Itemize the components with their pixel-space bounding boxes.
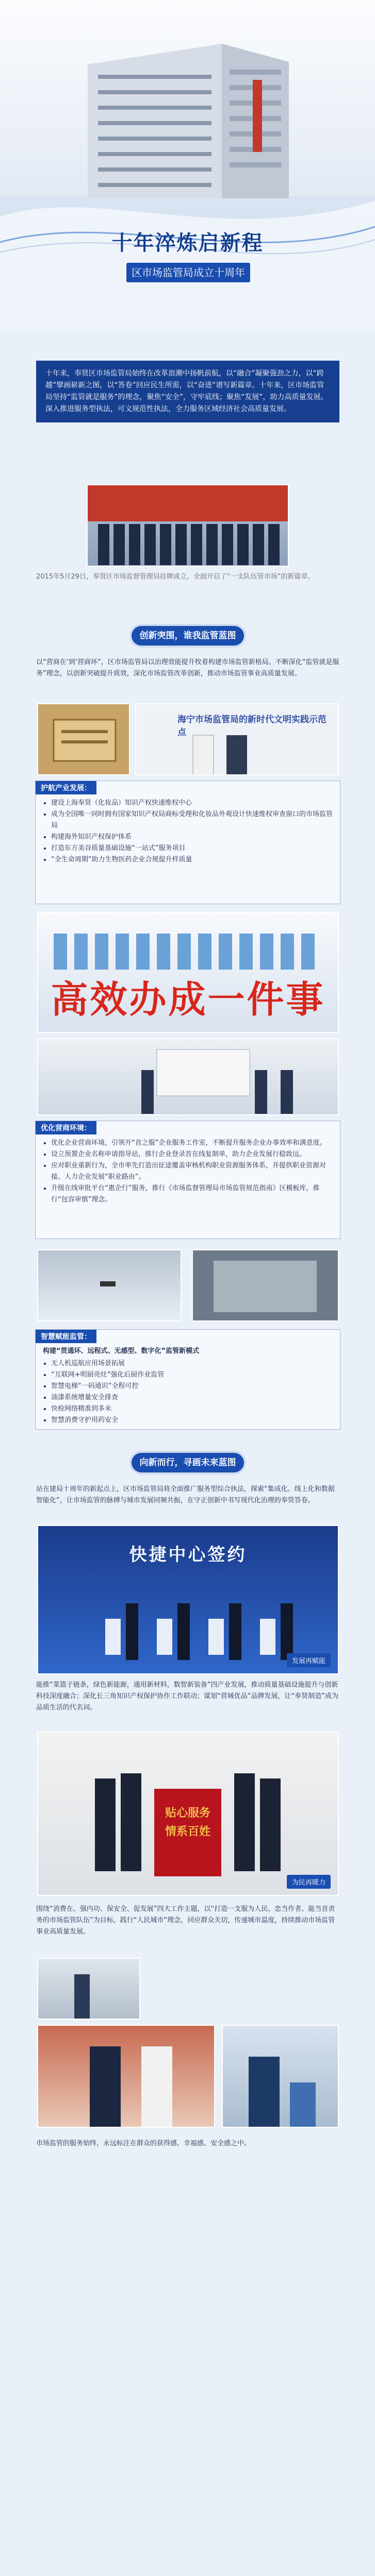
smart-regulation-heading: 构建“贯通环、远程式、无感型、数字化”监管新模式: [43, 1347, 200, 1355]
efficiency-banner-photo: [37, 912, 339, 1033]
list-item: • 智慧电梯“一码通识”全程可控: [51, 1381, 333, 1392]
section-pill-innovation: 创新突围，谁我监管蓝图: [132, 626, 244, 646]
founding-photo-caption: 2015年5月29日，奉贤区市场监督管理局挂牌成立，全面开启了“一支队伍管市场”的新篇章。: [36, 573, 315, 581]
office-visit-illustration: [38, 1959, 140, 2020]
award-ceremony-photo: [37, 1038, 339, 1115]
efficiency-slogan: 高效办成一件事: [51, 978, 325, 1021]
industry-support-list: [36, 798, 340, 866]
document-handover-photo: [37, 2025, 215, 2128]
list-item: • “全生命周期”助力生物医药企业合规提升样质量: [51, 854, 333, 866]
list-item: • 打造东方美谷质量基础设施“一站式”服务项目: [51, 843, 333, 854]
hero-title: 十年淬炼启新程: [111, 231, 264, 255]
officer-child-illustration: [223, 2026, 339, 2128]
founding-ceremony-photo: [87, 484, 289, 567]
staff-group-illustration: [38, 913, 339, 970]
plaque-illustration: [38, 704, 130, 775]
ceremony-people-illustration: [88, 485, 289, 567]
section2-paragraph: 站在建局十周年的新起点上，区市场监管局将全面推广服务型综合执法，探索“集成化、线上化和数据智能化”，让市场监管的脉搏与城市发展同频共振，在守正创新中书写现代化治理的奉贤答卷。: [36, 1485, 335, 1504]
signing-stage-photo: [37, 1525, 339, 1674]
list-item: • 应对职业重新行为，全市率先打造出征途覆盖审核机构职业资源服务体系，并提供职业资源对接、人力企业发展“职业路由”。: [51, 1160, 333, 1183]
panel-tag-smart: 智慧赋能监管：: [36, 1330, 96, 1343]
panel-industry-support: [35, 781, 340, 904]
development-paragraph: 能推“菜篮子链条，绿色新能源，通用新材料，数智新装备”四产业发展，推动质量基础设施提升与创新科技深度融合；深化长三角知识产权保护协作工作联动；谋划“营城优品”品牌发展，让“奉贤制造”成为品质生活的代名词。: [36, 1681, 338, 1711]
list-item: • 建设上海奉贤（化妆品）知识产权快速维权中心: [51, 798, 333, 809]
pennant-text-block: [162, 1804, 214, 1841]
section1-paragraph: 以“营商在‘到’营商环”，区市场监管局以治理效能提升牧着构建市场监管新格局。不断深化“监管就是服务”理念，以创新突破提升质效，深化市场监管改革创新，推动市场监管事业高质量发展。: [36, 658, 339, 677]
panel-business-environment: [35, 1121, 340, 1239]
chip-development: 发展再赋能: [287, 1653, 331, 1667]
list-item: • 升级在线审批平台“惠企行”服务，推行《市场监督管理局市场监管规范指南》区模板库，推行“包容审慎”理念。: [51, 1183, 333, 1206]
office-visit-photo: [37, 1958, 140, 2020]
list-item: • 智慧消费守护用药安全: [51, 1415, 333, 1426]
panel-tag-business: 优化营商环境：: [36, 1121, 96, 1134]
banner-presentation-photo: [37, 1731, 339, 1896]
people-paragraph: 围绕“消费在、强内功、保安全、促发展”四大工作主题，以“打造一支服为人民、忠当作者、能当首责务的市场监管队伍”为目标，践行“人民城市”理念，回应群众关切，传递城市温度，持续推动市场监管事业高质量发展。: [36, 1905, 335, 1936]
intro-box: 十年来，奉贤区市场监管局始终在改革浪潮中扬帆前航，以“融合”凝聚强劲之力，以“跨越”擘画崭新之图，以“答卷”回应民生所需，以“奋进”谱写新篇章。十年来，区市场监管局坚持“监管就是服务”的理念，聚焦“安全”，守牢底线；聚焦“发展”，助力高质量发展。深入推进服务型执法，可文规范性执法，全力服务区域经济社会高质量发展。: [36, 361, 339, 422]
list-item: • “互联网+明厨亮灶”强化后厨作业监管: [51, 1369, 333, 1381]
hero-subtitle: 区市场监管局成立十周年: [126, 263, 250, 282]
list-item: • 无人机巡航应用场景拓展: [51, 1358, 333, 1369]
plaque-photo: [37, 703, 130, 775]
pennant-line: 情系百姓: [165, 1825, 210, 1838]
signing-photo: [135, 703, 339, 775]
section-pill-future: 向新而行，寻画未来蓝图: [132, 1453, 244, 1472]
list-item: • 优化企业营商环境，引领开“首之服”企业服务工作室，不断提升服务企业办事效率和满意度。: [51, 1138, 333, 1149]
hero-banner: [0, 0, 375, 330]
board-text: 海宁市场监管局的新时代文明实践示范点: [177, 715, 327, 738]
inspection-photo: [192, 1249, 339, 1321]
handover-illustration: [38, 2026, 215, 2128]
list-item: • 设立预置企业名称申请指导站，推行企业登录首在线复制单，助力企业发展行稳致远。: [51, 1149, 333, 1160]
business-environment-list: [36, 1138, 340, 1206]
inspection-illustration: [193, 1250, 339, 1321]
officer-child-photo: [222, 2025, 339, 2128]
drone-photo: [37, 1249, 182, 1321]
chip-people: 为民再暖力: [287, 1875, 331, 1889]
list-item: • 构建海外知识产权保护体系: [51, 832, 333, 843]
screen-text: 快捷中心签约: [129, 1545, 247, 1565]
list-item: • 成为全国唯一同时拥有国家知识产权局商标受理和化妆品外观设计快速维权审查窗口的市场监管局: [51, 809, 333, 832]
stage-people-illustration: [38, 1526, 339, 1674]
panel-smart-regulation: [35, 1329, 340, 1430]
pennant-line: 贴心服务: [165, 1807, 210, 1820]
list-item: • 快检网络精准到多米: [51, 1403, 333, 1415]
smart-regulation-list: [36, 1358, 340, 1426]
signing-people-illustration: [136, 704, 339, 775]
closing-paragraph: 市场监管的服务始终，永远标注在群众的获得感、幸福感、安全感之中。: [36, 2140, 251, 2147]
list-item: • 油漆系统增量安全排查: [51, 1392, 333, 1403]
award-illustration: [38, 1039, 339, 1115]
panel-tag-industry: 护航产业发展：: [36, 781, 96, 794]
drone-icon: [38, 1250, 182, 1321]
